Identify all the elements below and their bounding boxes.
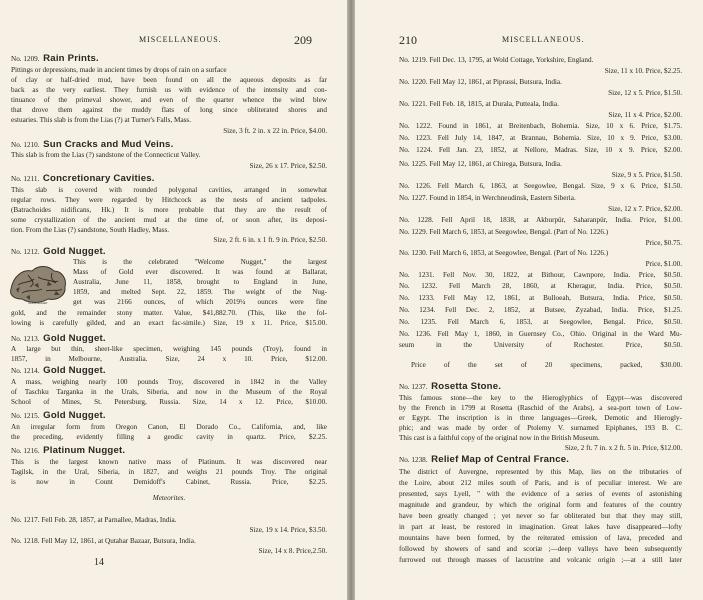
size-price-line: Size, 14 x 8. Price,2.50. (258, 547, 327, 555)
entry-1210-heading (11, 140, 173, 150)
text-line: A large but thin, sheet-like specimen, weighing 145 pounds (Troy), found in (11, 345, 327, 353)
text-line: No. 1230. Fell March 6, 1853, at Seegowlee, Bengal. (Part of No. 1226.) (399, 249, 609, 257)
size-price-line: Size, 11 x 4. Price, $2.00. (608, 111, 682, 119)
text-line: This famous stone—the key to the Hieroglyphics of Egypt—was discovered (399, 394, 682, 402)
entry-title: Gold Nugget. (43, 333, 106, 344)
entry-title: Rosetta Stone. (431, 381, 502, 392)
text-line: of clay or half-dried mud, have been found on all the aqueous deposits as far (11, 76, 327, 84)
left-page (0, 0, 347, 600)
entry-title: Gold Nugget. (43, 410, 106, 421)
size-price-line: Size, 9 x 5. Price, $1.50. (611, 171, 682, 179)
entry-1211-heading (11, 174, 155, 184)
entry-number: No. 1215. (11, 412, 44, 420)
size-price-line: Size, 12 x 7. Price, $2.00. (608, 205, 682, 213)
text-line: No. 1236. Fell May 1, 1860, in Guernsey Co., Ohio. Original in the Ward Mu- (399, 330, 682, 338)
text-line: No. 1234. Fell Dec. 2, 1852, at Butsee, Zyzabad, India. Price, $1.25. (399, 306, 682, 314)
text-line: gold, and the remainder stony matter. Value, $41,882.70. (This, like the fol- (11, 309, 327, 317)
text-line: estuaries. This slab is from the Lias (?) at Turner's Falls, Mass. (11, 116, 192, 124)
text-line: This slab is covered with rounded polygonal cavities, arranged in somewhat (11, 186, 327, 194)
entry-number: No. 1211. (11, 175, 43, 183)
entry-number: No. 1213. (11, 335, 44, 343)
text-line: No. 1231. Fell Nov. 30, 1822, at Bithour, Cawnpore, India. Price, $0.50. (399, 271, 682, 279)
text-line: No. 1232. Fell March 28, 1860, at Kheragur, India. Price, $0.50. (399, 282, 682, 290)
text-line: phic; and was made by order of Ptolemy V. surnamed Epiphanes, 193 B. C. (399, 424, 682, 432)
text-line: This slab is from the Lias (?) sandstone of the Connecticut Valley. (11, 151, 201, 159)
text-line: 1857, in Melbourne, Australia. Size, 24 x 10. Price, $12.00. (11, 355, 327, 363)
entry-1214-heading (11, 366, 106, 376)
size-price-line: Size, 2 ft. 6 in. x 1 ft. 9 in. Price, $2.50. (213, 236, 327, 244)
text-line: by the French in 1799 at Rosetta (Raschid of the Arabs), a sea-port town of Low- (399, 404, 682, 412)
gold-nugget-illustration (8, 259, 68, 305)
set-price-line: Price of the set of 20 specimens, packed, $30.00. (411, 361, 682, 369)
size-price-line: Price, $1.00. (645, 260, 682, 268)
text-line: some crystallization of the ancient mud at the time of, or soon after, its deposi- (11, 216, 327, 224)
text-line: the preceding, evidently filling a geodic cavity in quartz. Price, $2.25. (11, 433, 327, 441)
text-line: The district of Auvergne, represented by this Map, lies on the tributaries of (399, 468, 682, 476)
text-line: er Egypt. The inscription is in three languages—Greek, Demotic and Hierogly- (399, 414, 682, 422)
entry-title: Concretionary Cavities. (42, 173, 155, 184)
entry-1209-heading (11, 54, 99, 64)
text-line: No. 1222. Found in 1861, at Breitenbach, Bohemia. Size, 10 x 6. Price, $1.75. (399, 122, 682, 130)
entry-number: No. 1214. (11, 367, 44, 375)
size-price-line: Size, 3 ft. 2 in. x 22 in. Price, $4.00. (223, 127, 327, 135)
text-line: An irregular form from Oregon Canon, El Dorado Co., California, and, like (11, 423, 327, 431)
size-price-line: Size, 26 x 17. Price, $2.50. (249, 162, 327, 170)
size-price-line: Size, 11 x 10. Price, $2.25. (604, 67, 682, 75)
text-line: No. 1233. Fell May 12, 1861, at Bulloeah, Butsura, India. Price, $0.50. (399, 294, 682, 302)
text-line: No. 1220. Fell May 12, 1861, at Piprassi, Butsura, India. (399, 78, 562, 86)
text-line: No. 1229. Fell March 6, 1853, at Seegowlee, Bengal. (Part of No. 1226.) (399, 228, 609, 236)
text-line: is now in Count Demidoff's Cabinet, Russia. Price, $2.25. (11, 478, 327, 486)
page-number: 210 (399, 33, 417, 47)
text-line: No. 1217. Fell Feb. 28, 1857, at Parnallee, Madras, India. (11, 516, 177, 524)
text-line: seum in the University of Rochester. Price, $0.50. (399, 341, 682, 349)
text-line: the Loire, about 212 miles south of Paris, and is of peculiar interest. We are (399, 479, 682, 487)
text-line: back as the very earliest. They furnish us with evidence of the intensity and con- (11, 86, 327, 94)
text-line: No. 1226. Fell March 6, 1863, at Seegowlee, Bengal. Size, 9 x 6. Price, $1.50. (399, 182, 682, 190)
text-line: of Taschku Targanka in the Urals, Siberia, and now in the Museum of the Royal (11, 388, 327, 396)
text-line: Australia, June 11, 1858, brought to England in June, (73, 278, 327, 286)
entry-title: Rain Prints. (43, 53, 99, 64)
text-line: No. 1227. Found in 1854, in Werchneudinsk, Eastern Siberia. (399, 194, 576, 202)
text-line: No. 1235. Fell March 6, 1853, at Seegowlee, Bengal. Price, $0.50. (399, 318, 682, 326)
text-line: mountains have been formed, by the reiterated emission of lava, preceded and (399, 534, 682, 542)
text-line: regular rows. They were regarded by Hitchcock as the nests of ancient tadpoles. (11, 196, 327, 204)
entry-title: Gold Nugget. (43, 246, 106, 257)
text-line: magnitude and grandeur, by which the original form and features of the country (399, 501, 682, 509)
text-line: No. 1225. Fell May 12, 1861, at Chirega, Butsura, India. (399, 160, 562, 168)
text-line: in part at least, be restored in imagination. Great lakes have disappeared—lofty (399, 523, 682, 531)
entry-number: No. 1237. (399, 383, 432, 391)
size-price-line: Size, 2 ft. 7 in. x 2 ft. 5 in. Price, $12.00. (564, 444, 682, 452)
text-line: Mass of Gold ever discovered. It was found at Ballarat, (73, 268, 327, 276)
page-number: 209 (294, 33, 312, 47)
nugget-label: GOLD NUGGET (28, 302, 48, 305)
right-page (355, 0, 703, 600)
text-line: furrowed out through masses of lacustrine and volcanic origin ;—at a still later (399, 556, 682, 564)
text-line: No. 1228. Fell April 18, 1838, at Akburpür, Saharanpür, India. Price, $1.00. (399, 216, 682, 224)
entry-number: No. 1209. (11, 55, 44, 63)
book-gutter (347, 0, 355, 600)
running-header: MISCELLANEOUS. (502, 35, 585, 44)
text-line: This is the celebrated "Welcome Nugget," the largest (73, 258, 327, 266)
entry-title: Sun Cracks and Mud Veins. (43, 139, 174, 150)
entry-number: No. 1212. (11, 248, 44, 256)
entry-1238-heading (399, 455, 569, 465)
section-title-meteorites: Meteorites. (152, 494, 186, 502)
running-header: MISCELLANEOUS. (139, 35, 222, 44)
entry-title: Relief Map of Central France. (431, 454, 570, 465)
text-line: 1859, and melted Sept. 22, 1859. The weight of the Nug- (73, 288, 327, 296)
entry-number: No. 1210. (11, 141, 44, 149)
text-line: No. 1219. Fell Dec. 13, 1795, at Wold Cottage, Yorkshire, England. (399, 56, 594, 64)
text-line: followed by showers of sand and scoriæ ;—deep valleys have been subsequently (399, 545, 682, 553)
size-price-line: Size, 12 x 5. Price, $1.50. (608, 89, 682, 97)
text-line: that drove them against the muddy flats of long since obliterated shores and (11, 106, 327, 114)
text-line: have been greatly changed ; yet never so far obliterated but that they may still, (399, 512, 682, 520)
text-line: Tagilsk, in the Ural, Siberia, in 1827, and weighs 21 pounds Troy. The original (11, 468, 327, 476)
text-line: lowing is carefully gilded, and an exact fac-simile.) Size, 19 x 11. Price, $15.00. (11, 319, 327, 327)
signature-mark: 14 (94, 557, 104, 568)
text-line: No. 1223. Fell July 14, 1847, at Brannau, Bohemia. Size, 10 x 9. Price, $3.00. (399, 134, 682, 142)
text-line: tinuance of the primeval shower, and even of the quarter whence the wind blew (11, 96, 327, 104)
size-price-line: Size, 19 x 14. Price, $3.50. (249, 526, 327, 534)
text-line: School of Mines, St. Petersburg, Russia. Size, 14 x 12. Price, $10.00. (11, 398, 327, 406)
text-line: presented, says Lyell, " with the evidence of a series of events of astonishing (399, 490, 682, 498)
text-line: No. 1221. Fell Feb. 18, 1815, at Durala, Putteala, India. (399, 100, 559, 108)
text-line: No. 1218. Fell May 12, 1861, at Qutahar Bazaar, Butsura, India. (11, 537, 196, 545)
text-line: No. 1224. Fell Jan. 23, 1852, at Nellore, Madras. Size, 10 x 9. Price, $2.00. (399, 146, 682, 154)
text-line: This is the largest known native mass of Platinum. It was discovered near (11, 458, 327, 466)
entry-title: Gold Nugget. (43, 365, 106, 376)
entry-number: No. 1238. (399, 456, 432, 464)
size-price-line: Price, $0.75. (645, 239, 682, 247)
entry-1216-heading (11, 446, 125, 456)
text-line: get was 2166 ounces, of which 2019¼ ounces were fine (73, 298, 327, 306)
entry-number: No. 1216. (11, 447, 44, 455)
entry-1213-heading (11, 334, 106, 344)
text-line: Pittings or depressions, made in ancient times by drops of rain on a surface (11, 66, 227, 74)
entry-title: Platinum Nugget. (43, 445, 126, 456)
entry-1212-heading (11, 247, 106, 257)
entry-1215-heading (11, 411, 106, 421)
text-line: A mass, weighing nearly 100 pounds Troy, discovered in 1842 in the Valley (11, 378, 327, 386)
text-line: This cast is a faithful copy of the original now in the British Museum. (399, 434, 600, 442)
text-line: tion. From the Lias (?) sandstone, South Hadley, Mass. (11, 226, 170, 234)
text-line: (Batrachoides nidificans, Hk.) It is more probable that they are the result of (11, 206, 327, 214)
entry-1237-heading (399, 382, 501, 392)
